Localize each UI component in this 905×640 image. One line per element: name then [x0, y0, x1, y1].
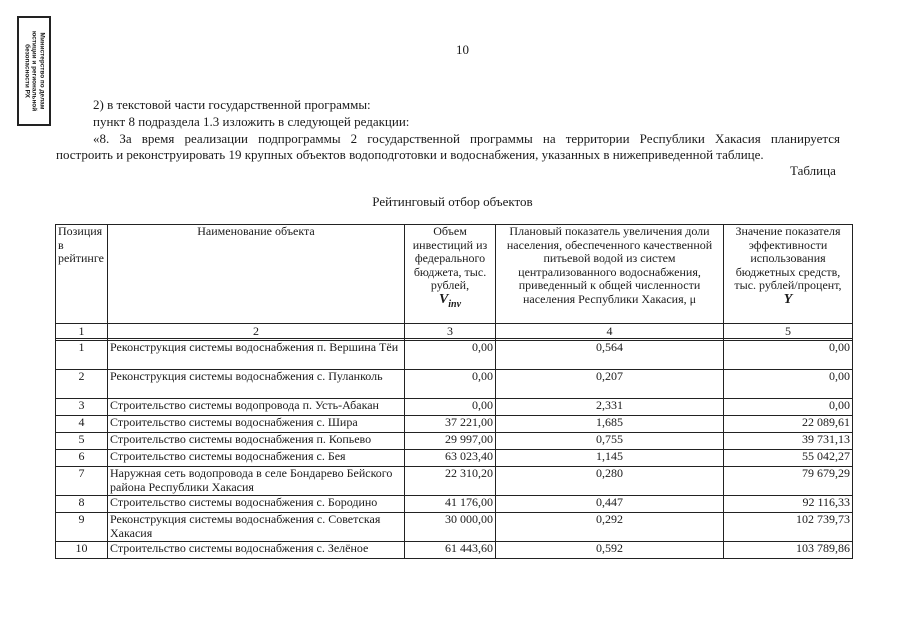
cell-plan-indicator: 2,331	[496, 399, 724, 416]
table-row	[56, 542, 853, 559]
column-number: 3	[405, 324, 496, 339]
cell-plan-indicator: 0,592	[496, 542, 724, 559]
cell-position: 5	[56, 433, 108, 450]
header-plan: Плановый показатель увеличения доли населения, обеспеченного качественной питьевой водой из систем централизованного водоснабжения, приведенный к общей численности населения Республики Хакасия, μ	[496, 225, 724, 324]
cell-volume: 22 310,20	[405, 467, 496, 496]
table-row	[56, 513, 853, 542]
column-number: 2	[108, 324, 405, 339]
paragraph-intro: 2) в текстовой части государственной программы:	[93, 97, 371, 112]
table-row	[56, 496, 853, 513]
cell-efficiency-value: 0,00	[724, 399, 853, 416]
column-number: 4	[496, 324, 724, 339]
cell-object-name: Реконструкция системы водоснабжения с. Пуланколь	[108, 370, 405, 399]
cell-efficiency-value: 102 739,73	[724, 513, 853, 542]
rating-table	[55, 224, 853, 559]
cell-position: 8	[56, 496, 108, 513]
table-row	[56, 450, 853, 467]
cell-object-name: Строительство системы водоснабжения с. Зелёное	[108, 542, 405, 559]
table-row	[56, 370, 853, 399]
table-row	[56, 433, 853, 450]
cell-plan-indicator: 1,685	[496, 416, 724, 433]
header-value-symbol: Y	[783, 291, 793, 307]
header-volume-cell	[405, 225, 496, 324]
cell-object-name: Строительство системы водоснабжения п. Копьево	[108, 433, 405, 450]
cell-plan-indicator: 0,292	[496, 513, 724, 542]
cell-volume: 41 176,00	[405, 496, 496, 513]
header-volume-symbol: $V_{inv}$	[438, 291, 462, 310]
cell-object-name: Строительство системы водопровода п. Усть-Абакан	[108, 399, 405, 416]
cell-position: 7	[56, 467, 108, 496]
cell-plan-indicator: 0,280	[496, 467, 724, 496]
cell-object-name: Строительство системы водоснабжения с. Бея	[108, 450, 405, 467]
column-number: 5	[724, 324, 853, 339]
cell-object-name: Строительство системы водоснабжения с. Шира	[108, 416, 405, 433]
cell-volume: 30 000,00	[405, 513, 496, 542]
cell-volume: 37 221,00	[405, 416, 496, 433]
ministry-stamp	[17, 16, 51, 126]
table-row	[56, 341, 853, 370]
table-row	[56, 467, 853, 496]
cell-position: 2	[56, 370, 108, 399]
header-value-cell	[724, 225, 853, 324]
cell-volume: 63 023,40	[405, 450, 496, 467]
cell-position: 6	[56, 450, 108, 467]
cell-position: 3	[56, 399, 108, 416]
table-row	[56, 416, 853, 433]
header-value: Значение показателя эффективности использования бюджетных средств, тыс. рублей/процент,	[734, 224, 842, 292]
paragraph-body-line2: построить и реконструировать 19 крупных объектов водоподготовки и водоснабжения, указанных в нижеприведенной таблице.	[56, 147, 764, 162]
cell-efficiency-value: 103 789,86	[724, 542, 853, 559]
cell-plan-indicator: 0,755	[496, 433, 724, 450]
column-number-row	[56, 324, 853, 339]
cell-volume: 29 997,00	[405, 433, 496, 450]
paragraph-point: пункт 8 подраздела 1.3 изложить в следующей редакции:	[93, 114, 410, 129]
cell-object-name: Реконструкция системы водоснабжения с. Советская Хакасия	[108, 513, 405, 542]
cell-volume: 0,00	[405, 370, 496, 399]
stamp-text: Министерство по делам юстиции и региональной безопасности РХ	[23, 30, 46, 112]
cell-object-name: Реконструкция системы водоснабжения п. Вершина Тёи	[108, 341, 405, 370]
cell-efficiency-value: 0,00	[724, 341, 853, 370]
header-name: Наименование объекта	[108, 225, 405, 324]
cell-plan-indicator: 0,207	[496, 370, 724, 399]
cell-plan-indicator: 0,564	[496, 341, 724, 370]
cell-efficiency-value: 39 731,13	[724, 433, 853, 450]
table-body	[56, 341, 853, 559]
cell-efficiency-value: 22 089,61	[724, 416, 853, 433]
cell-position: 4	[56, 416, 108, 433]
header-position: Позиция в рейтинге	[56, 225, 108, 324]
header-volume: Объем инвестиций из федерального бюджета, тыс. рублей,	[412, 224, 488, 292]
page-number: 10	[456, 42, 469, 57]
paragraph-body-line1: «8. За время реализации подпрограммы 2 государственной программы на территории Республики Хакасия планируется	[93, 131, 840, 146]
table-header-row	[56, 225, 853, 324]
table-row	[56, 399, 853, 416]
column-number: 1	[56, 324, 108, 339]
cell-position: 10	[56, 542, 108, 559]
table-title: Рейтинговый отбор объектов	[372, 194, 533, 209]
cell-volume: 0,00	[405, 341, 496, 370]
table-caption: Таблица	[790, 163, 836, 178]
cell-efficiency-value: 55 042,27	[724, 450, 853, 467]
cell-efficiency-value: 79 679,29	[724, 467, 853, 496]
cell-object-name: Наружная сеть водопровода в селе Бондарево Бейского района Республики Хакасия	[108, 467, 405, 496]
cell-efficiency-value: 92 116,33	[724, 496, 853, 513]
cell-plan-indicator: 0,447	[496, 496, 724, 513]
cell-position: 1	[56, 341, 108, 370]
cell-position: 9	[56, 513, 108, 542]
cell-volume: 0,00	[405, 399, 496, 416]
cell-efficiency-value: 0,00	[724, 370, 853, 399]
cell-volume: 61 443,60	[405, 542, 496, 559]
cell-object-name: Строительство системы водоснабжения с. Бородино	[108, 496, 405, 513]
cell-plan-indicator: 1,145	[496, 450, 724, 467]
